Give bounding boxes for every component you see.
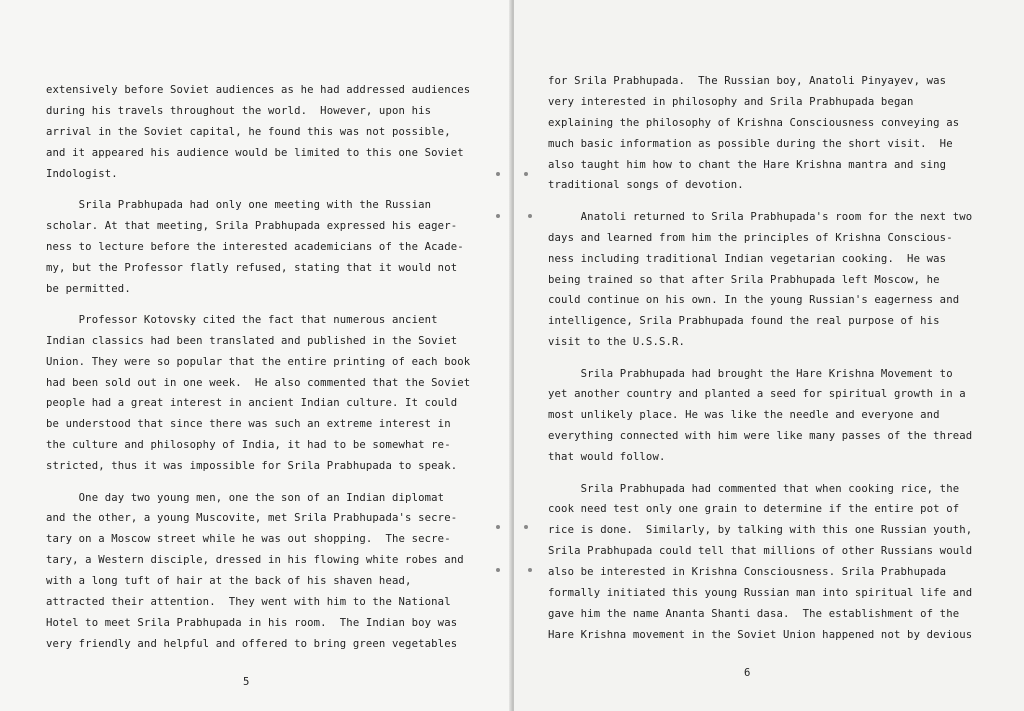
text-line: Srila Prabhupada had brought the Hare Krishna Movement to (548, 367, 953, 380)
text-line: Srila Prabhupada had commented that when cooking rice, the (548, 482, 960, 495)
text-line: also taught him how to chant the Hare Krishna mantra and sing (548, 158, 947, 171)
text-line: my, but the Professor flatly refused, stating that it would not (46, 261, 458, 274)
text-line: Hotel to meet Srila Prabhupada in his room. The Indian boy was (46, 616, 458, 629)
left-page-body (46, 80, 471, 655)
paragraph (46, 80, 471, 184)
text-line: Indologist. (46, 167, 118, 180)
text-line: One day two young men, one the son of an Indian diplomat (46, 491, 445, 504)
text-line: during his travels throughout the world. However, upon his (46, 104, 432, 117)
text-line: days and learned from him the principles of Krishna Conscious- (548, 231, 953, 244)
paragraph (46, 310, 471, 477)
text-line: everything connected with him were like many passes of the thread (548, 430, 973, 443)
text-line: also be interested in Krishna Consciousness. Srila Prabhupada (548, 566, 947, 579)
binding-hole-mark (524, 525, 528, 529)
text-line: Union. They were so popular that the entire printing of each book (46, 355, 471, 368)
right-page (514, 0, 1024, 711)
text-line: stricted, thus it was impossible for Srila Prabhupada to speak. (46, 460, 458, 473)
text-line: and it appeared his audience would be limited to this one Soviet (46, 146, 464, 159)
text-line: Indian classics had been translated and published in the Soviet (46, 334, 458, 347)
paragraph (548, 479, 973, 646)
text-line: very friendly and helpful and offered to bring green vegetables (46, 637, 458, 650)
text-line: with a long tuft of hair at the back of his shaven head, (46, 575, 412, 588)
text-line: gave him the name Ananta Shanti dasa. The establishment of the (548, 607, 960, 620)
text-line: cook need test only one grain to determine if the entire pot of (548, 503, 960, 516)
paragraph-gap (46, 299, 466, 310)
binding-hole-mark (496, 525, 500, 529)
text-line: attracted their attention. They went with him to the National (46, 595, 451, 608)
text-line: traditional songs of devotion. (548, 179, 744, 192)
text-line: visit to the U.S.S.R. (548, 336, 686, 349)
paragraph-gap (548, 353, 968, 364)
binding-hole-mark (496, 568, 500, 572)
text-line: that would follow. (548, 451, 666, 464)
text-line: for Srila Prabhupada. The Russian boy, Anatoli Pinyayev, was (548, 75, 947, 87)
text-line: intelligence, Srila Prabhupada found the real purpose of his (548, 315, 940, 328)
text-line: tary on a Moscow street while he was out shopping. The secre- (46, 533, 451, 546)
paragraph-gap (548, 468, 968, 479)
right-page-body (548, 71, 973, 646)
paragraph (46, 195, 466, 299)
paragraph-gap (548, 196, 968, 207)
text-line: extensively before Soviet audiences as he had addressed audiences (46, 84, 471, 96)
paragraph-gap (46, 184, 466, 195)
text-line: and the other, a young Muscovite, met Srila Prabhupada's secre- (46, 512, 458, 525)
text-line: rice is done. Similarly, by talking with this one Russian youth, (548, 524, 973, 537)
binding-hole-mark (496, 172, 500, 176)
text-line: ness to lecture before the interested academicians of the Acade- (46, 240, 464, 253)
paragraph (548, 364, 973, 468)
paragraph-gap (46, 477, 466, 488)
text-line: most unlikely place. He was like the needle and everyone and (548, 409, 940, 422)
text-line: explaining the philosophy of Krishna Consciousness conveying as (548, 116, 960, 129)
text-line: formally initiated this young Russian man into spiritual life and (548, 586, 973, 599)
text-line: very interested in philosophy and Srila Prabhupada began (548, 95, 914, 108)
text-line: Professor Kotovsky cited the fact that numerous ancient (46, 313, 438, 326)
text-line: ness including traditional Indian vegetarian cooking. He was (548, 252, 947, 265)
text-line: the culture and philosophy of India, it had to be somewhat re- (46, 439, 451, 452)
binding-hole-mark (496, 214, 500, 218)
page-number: 5 (243, 676, 250, 688)
text-line: Srila Prabhupada had only one meeting with the Russian (46, 198, 432, 211)
text-line: Anatoli returned to Srila Prabhupada's room for the next two (548, 210, 973, 223)
page-number: 6 (744, 667, 751, 679)
binding-hole-mark (528, 214, 532, 218)
text-line: being trained so that after Srila Prabhupada left Moscow, he (548, 273, 940, 286)
text-line: had been sold out in one week. He also commented that the Soviet (46, 376, 471, 389)
paragraph (548, 207, 973, 353)
text-line: yet another country and planted a seed for spiritual growth in a (548, 388, 966, 401)
paragraph (548, 71, 968, 196)
text-line: much basic information as possible during the short visit. He (548, 137, 953, 150)
paragraph (46, 488, 466, 655)
text-line: be permitted. (46, 282, 131, 295)
text-line: Srila Prabhupada could tell that millions of other Russians would (548, 545, 973, 558)
text-line: could continue on his own. In the young Russian's eagerness and (548, 294, 960, 307)
text-line: arrival in the Soviet capital, he found this was not possible, (46, 125, 451, 138)
text-line: be understood that since there was such an extreme interest in (46, 418, 451, 431)
binding-hole-mark (524, 172, 528, 176)
text-line: Hare Krishna movement in the Soviet Union happened not by devious (548, 628, 973, 641)
text-line: scholar. At that meeting, Srila Prabhupada expressed his eager- (46, 219, 458, 232)
text-line: tary, a Western disciple, dressed in his flowing white robes and (46, 554, 464, 567)
binding-hole-mark (528, 568, 532, 572)
text-line: people had a great interest in ancient Indian culture. It could (46, 397, 458, 410)
